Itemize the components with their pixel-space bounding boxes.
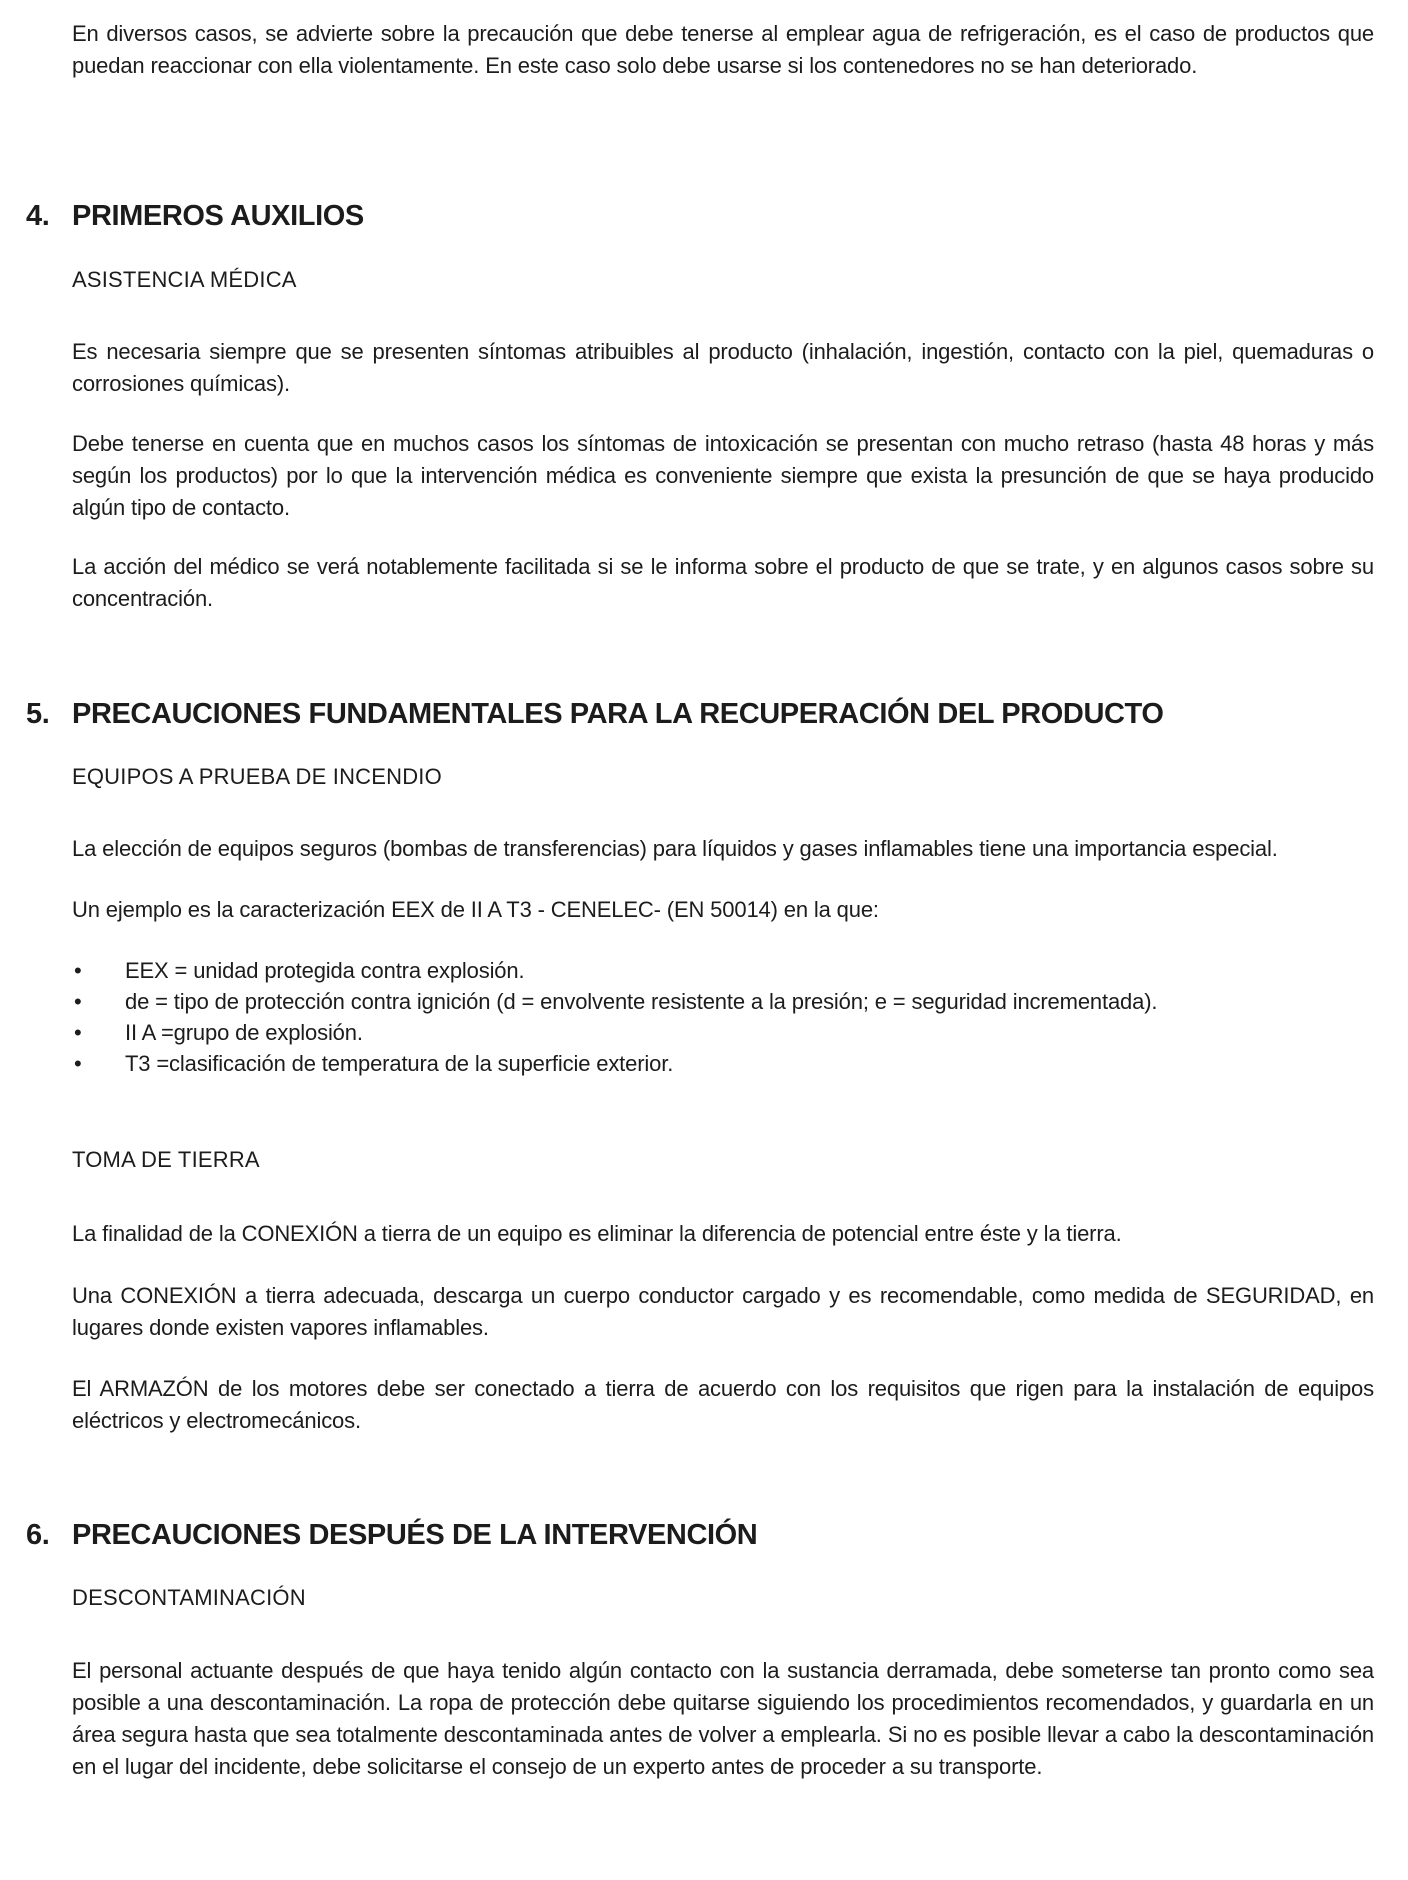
bullet-list [72, 955, 1374, 1079]
bullet-icon: • [74, 1020, 82, 1045]
list-item-text: EEX = unidad protegida contra explosión. [125, 958, 525, 983]
list-item-text: de = tipo de protección contra ignición (d = envolvente resistente a la presión; e = seguridad incrementada). [125, 989, 1158, 1014]
section-5-paragraph-1: La elección de equipos seguros (bombas de transferencias) para líquidos y gases inflamables tiene una importancia especial. [72, 836, 1278, 861]
section-6-number: 6. [26, 1519, 50, 1551]
list-item-text: II A =grupo de explosión. [125, 1020, 363, 1045]
list-item-text: T3 =clasificación de temperatura de la superficie exterior. [125, 1051, 674, 1076]
section-4-paragraph-2: Debe tenerse en cuenta que en muchos casos los síntomas de intoxicación se presentan con mucho retraso (hasta 48 horas y más según los productos) por lo que la intervención médica es conveniente siempre que exista la presunción de que se haya producido algún tipo de contacto. [72, 431, 1374, 520]
section-4-paragraph-3: La acción del médico se verá notablemente facilitada si se le informa sobre el producto de que se trate, y en algunos casos sobre su concentración. [72, 554, 1374, 611]
list-item [72, 1017, 1374, 1048]
section-5-paragraph-5: El ARMAZÓN de los motores debe ser conectado a tierra de acuerdo con los requisitos que rigen para la instalación de equipos eléctricos y electromecánicos. [72, 1376, 1374, 1433]
bullet-icon: • [74, 958, 82, 983]
section-4-title: PRIMEROS AUXILIOS [72, 200, 364, 232]
section-6-subtitle: DESCONTAMINACIÓN [72, 1585, 306, 1610]
section-4-subtitle: ASISTENCIA MÉDICA [72, 267, 297, 292]
list-item [72, 1048, 1374, 1079]
section-5-number: 5. [26, 698, 50, 730]
section-6-heading [26, 1517, 757, 1553]
section-5-subtitle-1: EQUIPOS A PRUEBA DE INCENDIO [72, 764, 442, 789]
intro-paragraph: En diversos casos, se advierte sobre la precaución que debe tenerse al emplear agua de refrigeración, es el caso de productos que puedan reaccionar con ella violentamente. En este caso solo debe usarse si los contenedores no se han deteriorado. [72, 21, 1374, 78]
section-4-paragraph-1: Es necesaria siempre que se presenten síntomas atribuibles al producto (inhalación, ingestión, contacto con la piel, quemaduras o corrosiones químicas). [72, 339, 1374, 396]
section-5-title: PRECAUCIONES FUNDAMENTALES PARA LA RECUPERACIÓN DEL PRODUCTO [72, 698, 1164, 730]
section-6-title: PRECAUCIONES DESPUÉS DE LA INTERVENCIÓN [72, 1519, 758, 1551]
section-4-number: 4. [26, 200, 50, 232]
section-4-heading [26, 198, 364, 234]
section-6-paragraph-1: El personal actuante después de que haya tenido algún contacto con la sustancia derramada, debe someterse tan pronto como sea posible a una descontaminación. La ropa de protección debe quitarse siguiendo los procedimientos recomendados, y guardarla en un área segura hasta que sea totalmente descontaminada antes de volver a emplearla. Si no es posible llevar a cabo la descontaminación en el lugar del incidente, debe solicitarse el consejo de un experto antes de proceder a su transporte. [72, 1658, 1374, 1779]
list-item [72, 955, 1374, 986]
bullet-icon: • [74, 1051, 82, 1076]
section-5-heading [26, 696, 1163, 732]
section-5-paragraph-2: Un ejemplo es la caracterización EEX de II A T3 - CENELEC- (EN 50014) en la que: [72, 897, 879, 922]
section-5-paragraph-3: La finalidad de la CONEXIÓN a tierra de un equipo es eliminar la diferencia de potencial entre éste y la tierra. [72, 1221, 1122, 1246]
bullet-icon: • [74, 989, 82, 1014]
list-item [72, 986, 1374, 1017]
section-5-paragraph-4: Una CONEXIÓN a tierra adecuada, descarga un cuerpo conductor cargado y es recomendable, como medida de SEGURIDAD, en lugares donde existen vapores inflamables. [72, 1283, 1374, 1340]
section-5-subtitle-2: TOMA DE TIERRA [72, 1147, 260, 1172]
